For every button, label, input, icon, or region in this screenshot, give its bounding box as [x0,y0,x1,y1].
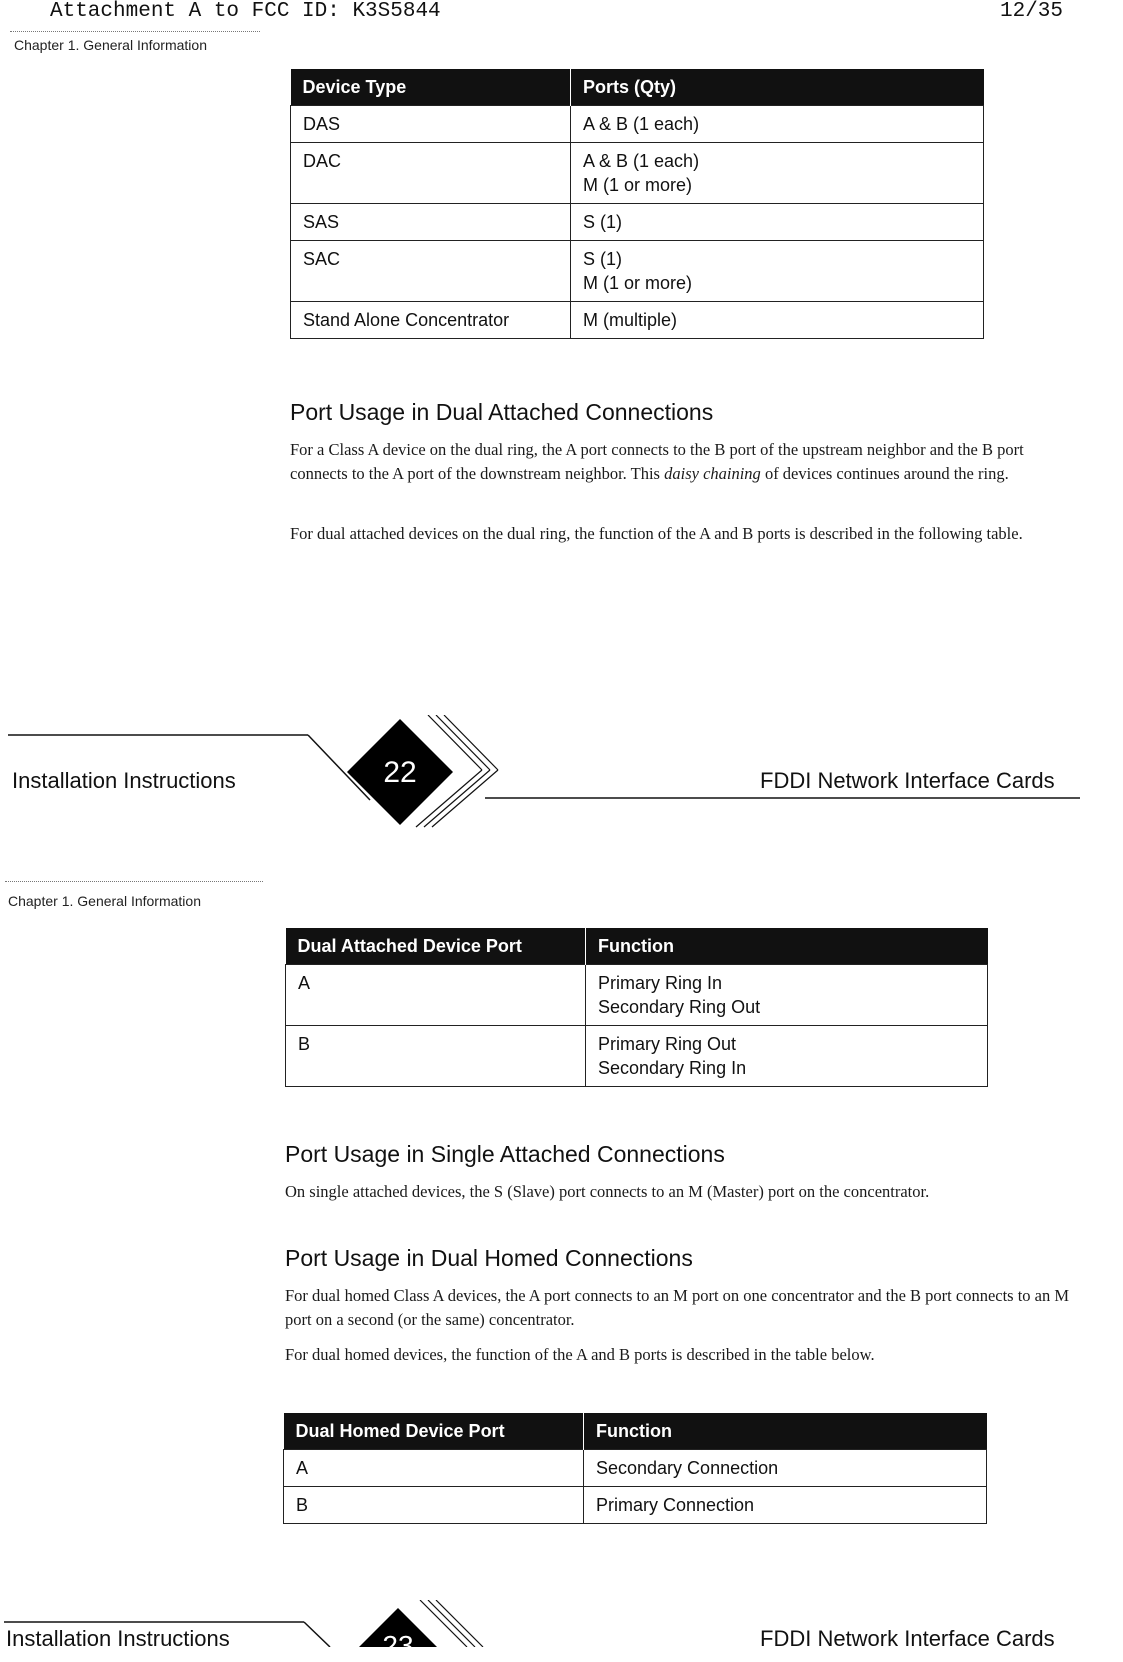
footer-right-title: FDDI Network Interface Cards [760,1626,1055,1651]
function-cell: Secondary Connection [584,1450,987,1487]
chapter-label: Chapter 1. General Information [8,893,201,909]
paragraph-dual-homed-1: For dual homed Class A devices, the A port connects to an M port on one concentrator and the B port connects to an M port on a second (or the same) concentrator. [285,1286,1070,1329]
footer-left-title: Installation Instructions [6,1626,230,1651]
device-type-table [290,69,984,339]
section-heading-dual-attached: Port Usage in Dual Attached Connections [290,399,714,425]
port-cell: B [284,1487,584,1524]
function-line: Secondary Ring In [598,1058,747,1078]
function-line: Primary Ring In [598,973,723,993]
text-run: For a Class A device on the dual ring, the A port connects to the B port of the upstream neighbor and the B port connects to the A port of the downstream neighbor. This [290,440,1024,483]
page-number: 22 [383,756,417,789]
column-header: Function [584,1413,987,1450]
paragraph-dual-attached-1 [290,438,1050,486]
table-row [291,143,984,204]
table-row [284,1450,987,1487]
table-header-row [284,1413,987,1450]
page-number: 23 [382,1630,414,1661]
function-line: Secondary Ring Out [598,997,761,1017]
ports-line: M (multiple) [583,310,678,330]
ports-line: S (1) [583,212,623,232]
ports-cell [571,204,984,241]
device-type-cell: SAS [291,204,571,241]
function-cell: Primary Connection [584,1487,987,1524]
ports-cell [571,241,984,302]
chapter-rule [10,31,260,32]
port-cell: A [286,965,586,1026]
function-line: Primary Ring Out [598,1034,737,1054]
device-type-cell: DAS [291,106,571,143]
column-header: Dual Homed Device Port [284,1413,584,1450]
table-row [284,1487,987,1524]
paragraph-dual-attached-2: For dual attached devices on the dual ring, the function of the A and B ports is described in the following table. [290,524,1023,543]
function-cell [586,1026,988,1087]
device-type-cell: DAC [291,143,571,204]
table-row [291,106,984,143]
section-heading-single-attached: Port Usage in Single Attached Connections [285,1141,725,1167]
table-header-row [291,69,984,106]
ports-cell [571,106,984,143]
footer-right-title: FDDI Network Interface Cards [760,768,1055,793]
device-type-cell: SAC [291,241,571,302]
attachment-header: Attachment A to FCC ID: K3S5844 [50,0,441,23]
dual-homed-port-table [283,1413,987,1524]
dual-attached-port-table [285,928,988,1087]
section-heading-dual-homed: Port Usage in Dual Homed Connections [285,1245,693,1271]
table-row [291,204,984,241]
ports-line: A & B (1 each) [583,114,700,134]
emphasis-daisy-chaining: daisy chaining [664,464,761,483]
port-cell: B [286,1026,586,1087]
device-type-cell: Stand Alone Concentrator [291,302,571,339]
ports-line: S (1) [583,249,623,269]
table-row [286,1026,988,1087]
column-header: Ports (Qty) [571,69,984,106]
footer-left-title: Installation Instructions [12,768,236,793]
column-header: Device Type [291,69,571,106]
table-row [286,965,988,1026]
function-cell [586,965,988,1026]
page-counter: 12/35 [1000,0,1064,23]
table-row [291,241,984,302]
ports-line: A & B (1 each) [583,151,700,171]
chapter-label: Chapter 1. General Information [14,37,207,53]
table-row [291,302,984,339]
ports-cell [571,143,984,204]
ports-line: M (1 or more) [583,175,693,195]
column-header: Dual Attached Device Port [286,928,586,965]
ports-cell [571,302,984,339]
table-header-row [286,928,988,965]
chapter-rule [5,881,263,882]
column-header: Function [586,928,988,965]
text-run: of devices continues around the ring. [760,464,1009,483]
paragraph-dual-homed-2: For dual homed devices, the function of the A and B ports is described in the table below. [285,1345,875,1364]
paragraph-single-attached: On single attached devices, the S (Slave) port connects to an M (Master) port on the concentrator. [285,1182,930,1201]
port-cell: A [284,1450,584,1487]
ports-line: M (1 or more) [583,273,693,293]
